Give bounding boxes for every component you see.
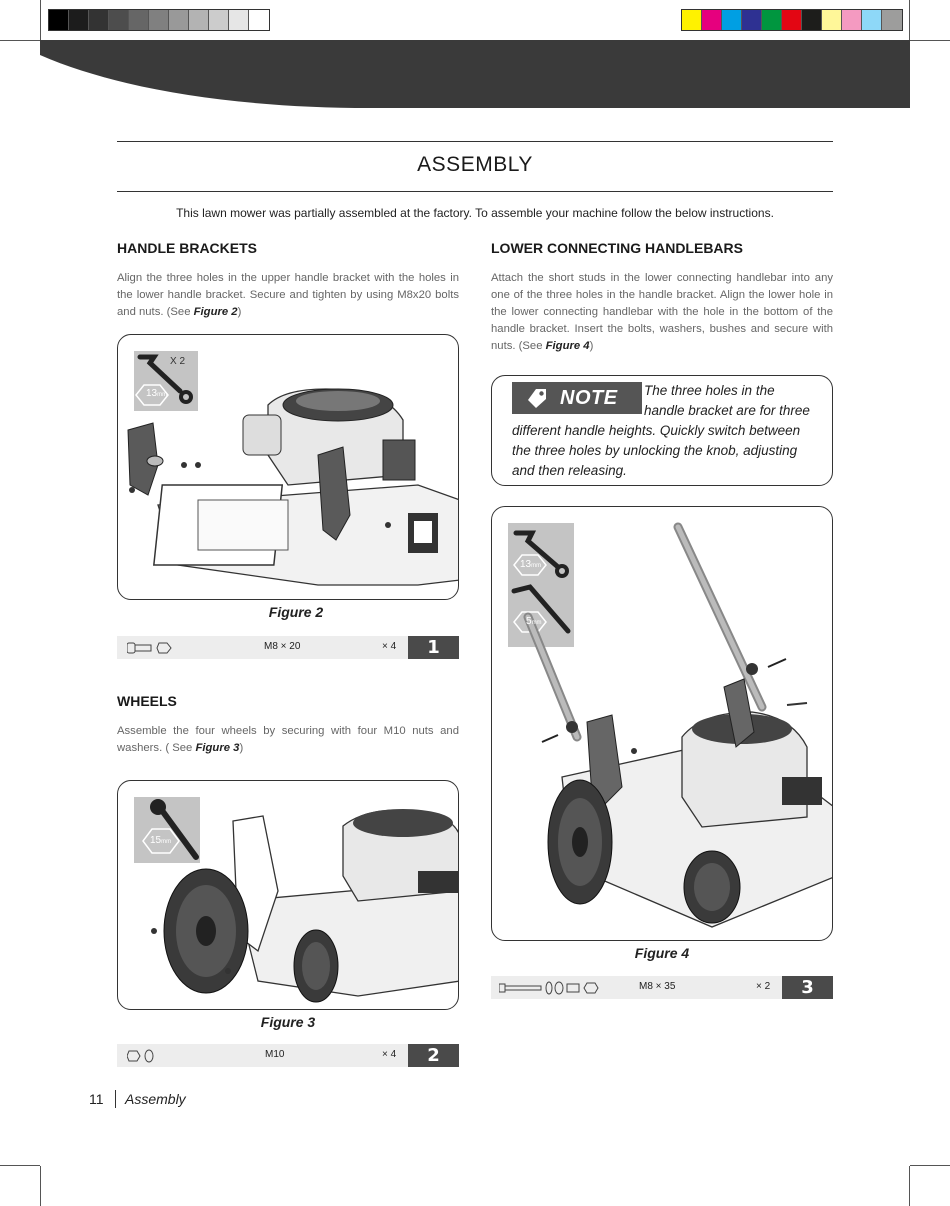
step-number-badge: 1 bbox=[408, 636, 459, 659]
figure-3-caption: Figure 3 bbox=[260, 1014, 316, 1030]
figure-2-ref: Figure 2 bbox=[193, 306, 238, 318]
color-swatch bbox=[722, 10, 742, 30]
crop-mark bbox=[909, 0, 910, 40]
crop-mark bbox=[910, 1165, 950, 1166]
figure-4-box bbox=[491, 506, 833, 941]
color-swatch bbox=[109, 10, 129, 30]
mower-handle-bracket-illustration bbox=[118, 335, 459, 600]
grayscale-swatch-bar bbox=[48, 9, 270, 31]
figure-4-caption: Figure 4 bbox=[634, 945, 690, 961]
parts-qty: × 2 bbox=[756, 981, 771, 992]
color-swatch bbox=[209, 10, 229, 30]
page-number: 11 bbox=[89, 1091, 104, 1107]
wheels-text: Assemble the four wheels by securing with four M10 nuts and washers. ( See Figure 3) bbox=[117, 725, 459, 754]
color-swatch bbox=[189, 10, 209, 30]
parts-spec: M8 × 35 bbox=[639, 981, 676, 992]
footer-section-label: Assembly bbox=[125, 1091, 186, 1107]
tool-size-label: 15mm bbox=[150, 835, 172, 846]
parts-qty: × 4 bbox=[382, 1049, 397, 1060]
color-swatch bbox=[129, 10, 149, 30]
figure-3-ref: Figure 3 bbox=[195, 742, 240, 754]
color-swatch bbox=[762, 10, 782, 30]
color-swatch bbox=[69, 10, 89, 30]
crop-mark bbox=[909, 1166, 910, 1206]
handle-brackets-heading: HANDLE BRACKETS bbox=[117, 240, 257, 256]
step-number-badge: 2 bbox=[408, 1044, 459, 1067]
title-rule-bottom bbox=[117, 191, 833, 192]
color-swatch bbox=[149, 10, 169, 30]
page-title: ASSEMBLY bbox=[417, 153, 533, 176]
parts-bar-step-2 bbox=[117, 1044, 459, 1067]
intro-text: This lawn mower was partially assembled at the factory. To assemble your machine follow the below instructions. bbox=[176, 206, 774, 220]
color-swatch bbox=[782, 10, 802, 30]
color-swatch bbox=[89, 10, 109, 30]
title-rule-top bbox=[117, 141, 833, 142]
handle-brackets-text: Align the three holes in the upper handle bracket with the holes in the lower handle bracket. Secure and tighten by using M8x20 bolts and nuts. (See Figure 2) bbox=[117, 272, 459, 318]
parts-spec: M10 bbox=[265, 1049, 285, 1060]
tool-qty-label: X 2 bbox=[170, 356, 186, 367]
color-swatch bbox=[169, 10, 189, 30]
crop-mark bbox=[0, 1165, 40, 1166]
header-band bbox=[40, 40, 910, 108]
color-swatch bbox=[49, 10, 69, 30]
tool-size-label: 13mm bbox=[146, 388, 168, 399]
parts-spec: M8 × 20 bbox=[264, 641, 301, 652]
figure-2-box bbox=[117, 334, 459, 600]
crop-mark bbox=[0, 40, 40, 41]
crop-mark bbox=[910, 40, 950, 41]
note-text: The three holes in the handle bracket are for three different handle heights. Quickly switch between the three holes by unlocking the knob, adjusting and then releasing. bbox=[512, 383, 810, 478]
color-swatch bbox=[842, 10, 862, 30]
figure-4-ref: Figure 4 bbox=[545, 340, 590, 352]
figure-2-caption: Figure 2 bbox=[268, 604, 324, 620]
color-swatch bbox=[742, 10, 762, 30]
crop-mark bbox=[40, 0, 41, 40]
nut-washer-icon bbox=[127, 1048, 157, 1064]
mower-handlebars-illustration bbox=[492, 507, 833, 941]
footer-divider bbox=[115, 1090, 116, 1108]
color-swatch bbox=[702, 10, 722, 30]
color-swatch-bar bbox=[681, 9, 903, 31]
step-number-badge: 3 bbox=[782, 976, 833, 999]
note-box bbox=[491, 375, 833, 486]
color-swatch bbox=[229, 10, 249, 30]
lower-handlebars-heading: LOWER CONNECTING HANDLEBARS bbox=[491, 240, 743, 256]
mower-wheels-illustration bbox=[118, 781, 459, 1010]
color-swatch bbox=[822, 10, 842, 30]
parts-bar-step-3 bbox=[491, 976, 833, 999]
figure-3-box bbox=[117, 780, 459, 1010]
color-swatch bbox=[802, 10, 822, 30]
bolt-nut-icon bbox=[127, 640, 177, 656]
note-label: NOTE bbox=[512, 382, 642, 414]
tool-size-label: 5mm bbox=[526, 616, 542, 627]
color-swatch bbox=[249, 10, 269, 30]
bolt-washer-bush-nut-icon bbox=[499, 980, 609, 996]
color-swatch bbox=[682, 10, 702, 30]
color-swatch bbox=[882, 10, 902, 30]
parts-qty: × 4 bbox=[382, 641, 397, 652]
color-swatch bbox=[862, 10, 882, 30]
wheels-heading: WHEELS bbox=[117, 693, 177, 709]
tool-size-label: 13mm bbox=[520, 559, 542, 570]
crop-mark bbox=[40, 1166, 41, 1206]
lower-handlebars-text: Attach the short studs in the lower connecting handlebar into any one of the three holes in the handle bracket. Align the lower hole in the lower connecting handlebar with the hole in the bottom of the handle bracket. Insert the bolts, washers, bushes and secure with nuts. (See Figure 4) bbox=[491, 272, 833, 352]
parts-bar-step-1 bbox=[117, 636, 459, 659]
